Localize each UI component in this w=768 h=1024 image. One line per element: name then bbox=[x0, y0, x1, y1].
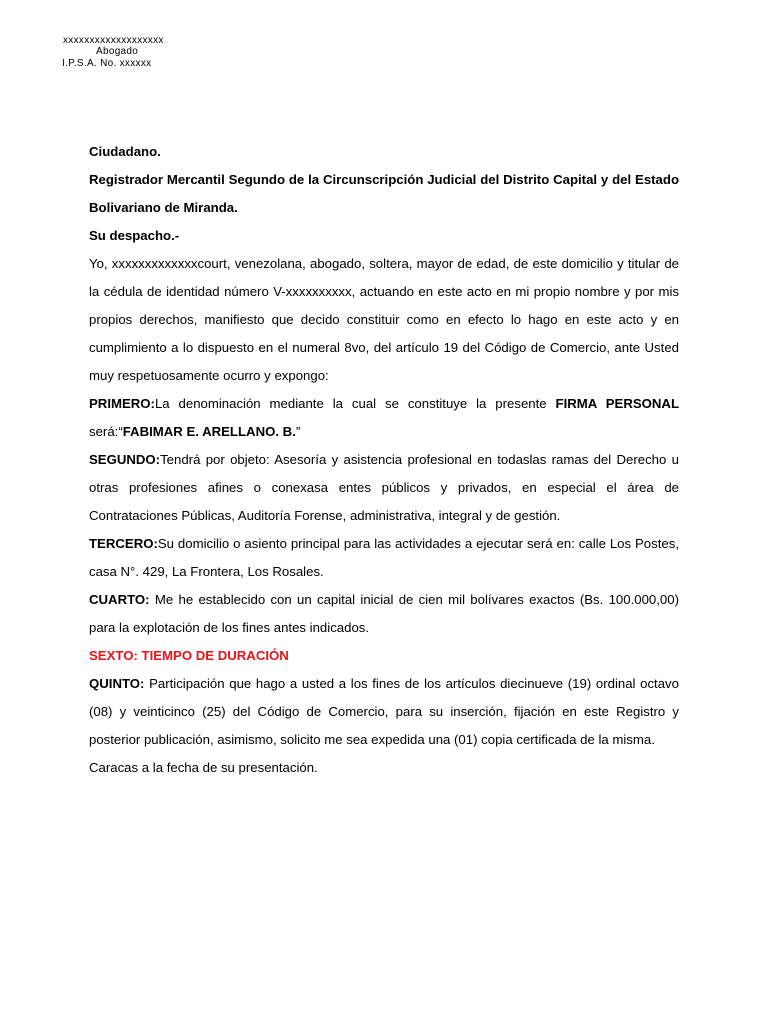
salutation: Ciudadano. bbox=[89, 144, 161, 159]
clause-label: TERCERO: bbox=[89, 536, 158, 551]
document-body bbox=[89, 138, 679, 782]
clause-text: Me he establecido con un capital inicial de cien mil bolívares exactos (Bs. 100.000,00) para la explotación de los fines antes indicados. bbox=[89, 592, 679, 635]
clause-text: Tendrá por objeto: Asesoría y asistencia profesional en todaslas ramas del Derecho u otras profesiones afines o conexasa entes públicos y privados, en especial el área de Contrataciones Públicas, Auditoría Forense, administrativa, integral y de gestión. bbox=[89, 452, 679, 523]
clause-primero bbox=[89, 390, 679, 446]
addressee: Registrador Mercantil Segundo de la Circunscripción Judicial del Distrito Capital y del Estado Bolivariano de Miranda. bbox=[89, 172, 679, 215]
clause-segundo bbox=[89, 446, 679, 530]
clause-text: Participación que hago a usted a los fines de los artículos diecinueve (19) ordinal octavo (08) y veinticinco (25) del Código de Comercio, para su inserción, fijación en este Registro y posterior publicación, asimismo, solicito me sea expedida una (01) copia certificada de la misma. bbox=[89, 676, 679, 747]
clause-text: será:“ bbox=[89, 424, 123, 439]
despacho: Su despacho.- bbox=[89, 228, 180, 243]
clause-quinto bbox=[89, 670, 679, 754]
clause-label: CUARTO: bbox=[89, 592, 150, 607]
closing-line: Caracas a la fecha de su presentación. bbox=[89, 760, 318, 775]
firm-name: FABIMAR E. ARELLANO. B. bbox=[122, 424, 296, 439]
lawyer-name: xxxxxxxxxxxxxxxxxxx bbox=[63, 35, 164, 46]
clause-cuarto bbox=[89, 586, 679, 642]
clause-text: La denominación mediante la cual se constituye la presente bbox=[154, 396, 556, 411]
lawyer-title: Abogado bbox=[96, 46, 139, 57]
clause-label: SEGUNDO: bbox=[89, 452, 161, 467]
clause-tercero bbox=[89, 530, 679, 586]
clause-text: ” bbox=[295, 424, 301, 439]
intro-paragraph: Yo, xxxxxxxxxxxxxcourt, venezolana, abogado, soltera, mayor de edad, de este domicilio y titular de la cédula de identidad número V-xxxxxxxxxx, actuando en este acto en mi propio nombre y por mis propios derechos, manifiesto que decido constituir como en efecto lo hago en este acto y en cumplimiento a lo dispuesto en el numeral 8vo, del artículo 19 del Código de Comercio, ante Usted muy respetuosamente ocurro y expongo: bbox=[89, 256, 679, 383]
clause-text: Su domicilio o asiento principal para las actividades a ejecutar será en: calle Los Postes, casa N°. 429, La Frontera, Los Rosales. bbox=[89, 536, 679, 579]
clause-label: PRIMERO: bbox=[89, 396, 155, 411]
clause-sexto-heading: SEXTO: TIEMPO DE DURACIÓN bbox=[89, 648, 289, 663]
firma-personal: FIRMA PERSONAL bbox=[555, 396, 679, 411]
ipsa-number: I.P.S.A. No. xxxxxx bbox=[62, 58, 152, 69]
clause-label: QUINTO: bbox=[89, 676, 145, 691]
